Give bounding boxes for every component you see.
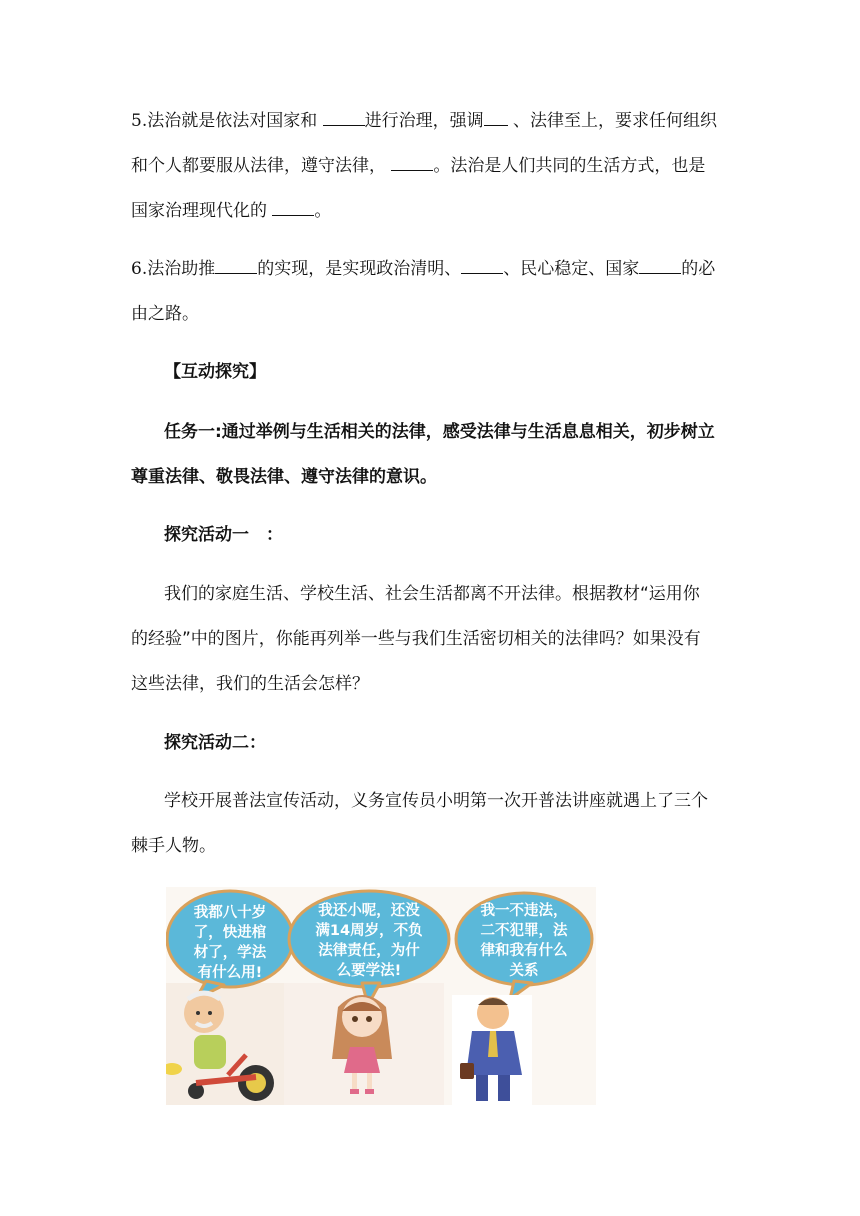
bubble1-line-4: 有什么用! [197,965,263,981]
q6-blank-3 [639,258,681,274]
q5-line-1 [131,109,717,133]
cartoon-illustration [166,887,596,1105]
q5-number: 5. [131,111,148,131]
activity1-line-1: 我们的家庭生活、学校生活、社会生活都离不开法律。根据教材“运用你 [164,584,700,604]
q5-blank-4 [272,200,314,216]
activity1-heading: 探究活动一 ： [164,525,283,545]
bubble3-line-4: 关系 [509,963,539,979]
q5-blank-1 [323,110,365,126]
q5-text-1c: 、法律至上，要求任何组织 [513,111,718,131]
q5-blank-2 [484,110,508,126]
q6-text-2: 由之路。 [131,304,199,324]
q5-blank-3 [391,155,433,171]
bubble2-line-2: 满14周岁，不负 [315,923,423,939]
q6-text-1b: 的实现，是实现政治清明、 [257,259,462,279]
q6-text-1c: 、民心稳定、国家 [503,259,640,279]
bubble1-line-2: 了，快进棺 [193,925,267,941]
q5-text-1b: 进行治理，强调 [364,111,484,131]
q5-text-2b: 。法治是人们共同的生活方式，也是 [433,156,706,176]
q5-text-3b: 。 [314,201,332,221]
bubble2-line-1: 我还小呢，还没 [318,903,420,919]
businessman-figure [452,995,532,1105]
bubble1-line-1: 我都八十岁 [193,905,267,921]
q5-line-3 [131,199,331,223]
activity2-line-2: 棘手人物。 [131,836,216,856]
q5-text-2a: 和个人都要服从法律，遵守法律， [131,156,386,176]
activity2-line-1: 学校开展普法宣传活动，义务宣传员小明第一次开普法讲座就遇上了三个 [164,791,708,811]
activity1-line-2: 的经验”中的图片，你能再列举一些与我们生活密切相关的法律吗？如果没有 [131,629,701,649]
section-heading: 【互动探究】 [164,362,266,382]
task1-line-1: 任务一:通过举例与生活相关的法律，感受法律与生活息息相关，初步树立 [164,422,715,442]
q5-text-1a: 法治就是依法对国家和 [147,111,318,131]
bubble3-line-3: 律和我有什么 [480,943,568,959]
q6-line-2 [131,302,199,326]
q5-line-2 [131,154,705,178]
bubble1-line-3: 材了，学法 [193,945,267,961]
q5-text-3a: 国家治理现代化的 [131,201,267,221]
q6-blank-1 [215,258,257,274]
bubble2-line-4: 么要学法! [336,963,402,979]
q6-text-1d: 的必 [681,259,716,279]
task1-line-2: 尊重法律、敬畏法律、遵守法律的意识。 [131,467,437,487]
activity2-heading: 探究活动二： [164,733,266,753]
activity1-line-3: 这些法律，我们的生活会怎样？ [131,674,369,694]
bubble3-line-2: 二不犯罪，法 [480,923,568,939]
q6-line-1 [131,257,715,281]
bubble3-line-1: 我一不违法， [480,903,568,919]
q6-text-1a: 法治助推 [147,259,216,279]
q6-number: 6. [131,259,148,279]
q6-blank-2 [461,258,503,274]
bubble2-line-3: 法律责任，为什 [318,943,420,959]
